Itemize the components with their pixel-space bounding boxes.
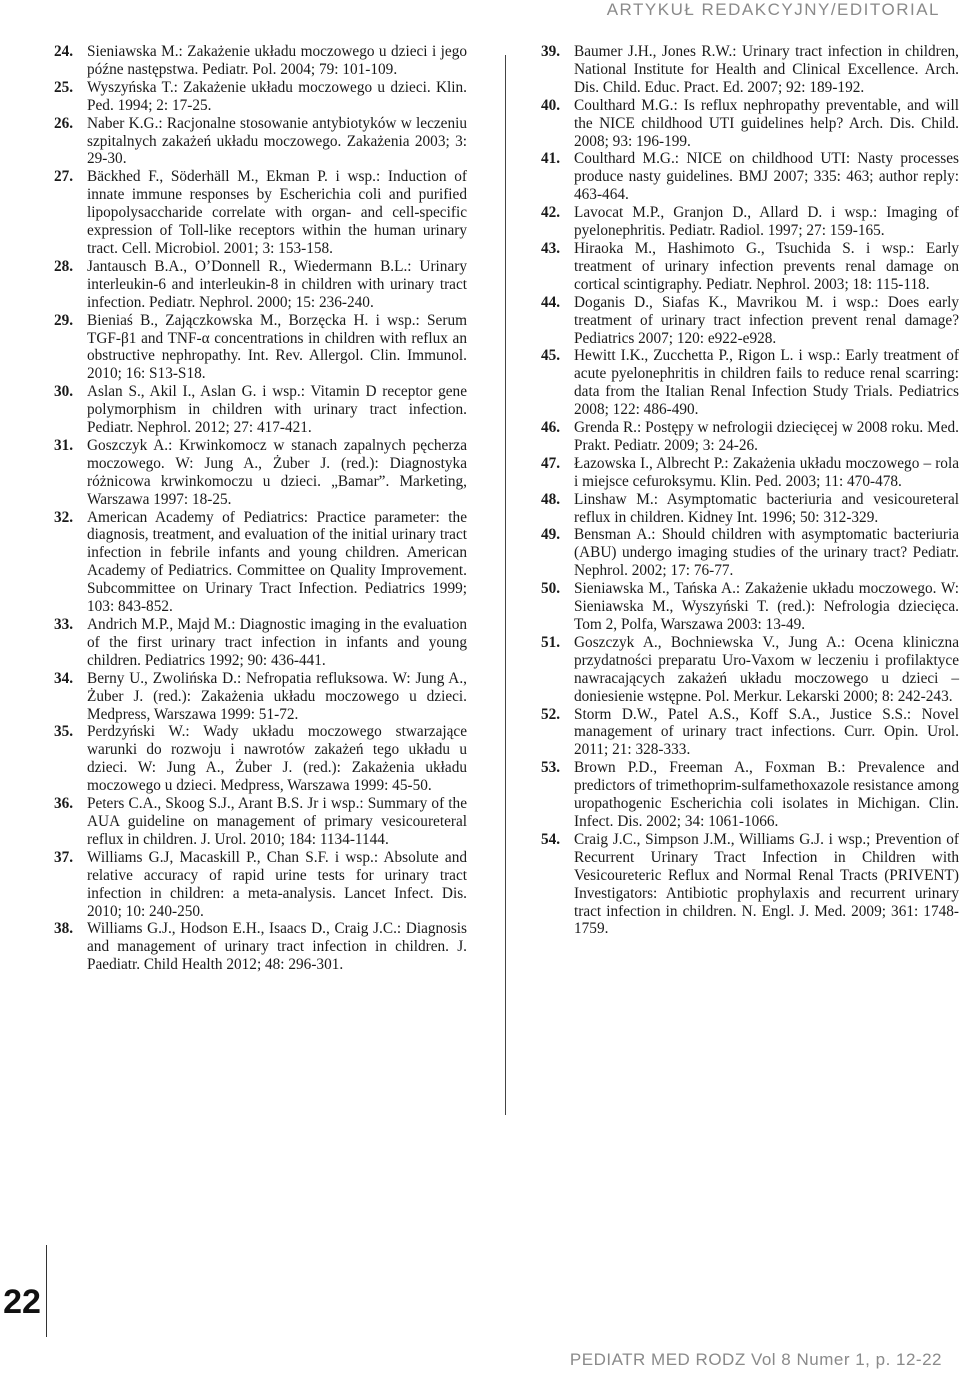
reference-number: 33. bbox=[54, 616, 74, 633]
reference-item bbox=[541, 204, 959, 240]
reference-number: 42. bbox=[541, 204, 561, 222]
reference-number: 43. bbox=[541, 239, 561, 257]
reference-number: 25. bbox=[54, 78, 74, 96]
references-column-right bbox=[541, 43, 959, 938]
reference-text: Jantausch B.A., O’Donnell R., Wiedermann B.L.: Urinary interleukin-6 and interleukin-8 in children with urinary tract infection. Pediatr. Nephrol. 2000; 15: 236-240. bbox=[87, 257, 467, 311]
reference-item bbox=[541, 347, 959, 419]
reference-number: 54. bbox=[541, 830, 561, 848]
reference-text: Berny U., Zwolińska D.: Nefropatia refluksowa. W: Jung A., Żuber J. (red.): Zakażenia układu moczowego u dzieci. Medpress, Warszawa 1999: 51-72. bbox=[87, 669, 467, 723]
reference-number: 40. bbox=[541, 96, 561, 114]
reference-item bbox=[541, 634, 959, 706]
reference-item bbox=[54, 795, 467, 849]
reference-text: American Academy of Pediatrics: Practice parameter: the diagnosis, treatment, and evaluation of the initial urinary tract infection in febrile infants and young children. American Academy of Pediatrics. Committee on Quality Improvement. Subcommittee on Urinary Tract Infection. Pediatrics 1999; 103: 843-852. bbox=[87, 508, 467, 616]
column-divider bbox=[505, 55, 506, 1115]
reference-item bbox=[54, 509, 467, 616]
reference-text: Doganis D., Siafas K., Mavrikou M. i wsp.: Does early treatment of urinary tract infection prevent renal damage? Pediatrics 2007; 120: e922-e928. bbox=[574, 293, 959, 347]
reference-number: 30. bbox=[54, 383, 74, 401]
reference-item bbox=[54, 723, 467, 795]
page-number-rule bbox=[46, 1245, 47, 1337]
reference-text: Storm D.W., Patel A.S., Koff S.A., Justice S.S.: Novel management of urinary tract infections. Curr. Opin. Urol. 2011; 21: 328-333. bbox=[574, 705, 959, 759]
reference-item bbox=[54, 437, 467, 509]
reference-number: 26. bbox=[54, 114, 74, 132]
reference-text: Andrich M.P., Majd M.: Diagnostic imaging in the evaluation of the first urinary tract infection in infants and young children. Pediatrics 1992; 90: 436-441. bbox=[87, 616, 467, 669]
reference-text: Grenda R.: Postępy w nefrologii dziecięcej w 2008 roku. Med. Prakt. Pediatr. 2009; 3: 24-26. bbox=[574, 419, 959, 454]
reference-text: Bäckhed F., Söderhäll M., Ekman P. i wsp.: Induction of innate immune responses by Escherichia coli and purified lipopolysaccharide correlate with organ- and cell-specific expression of Toll-like receptors within the human urinary tract. Cell. Microbiol. 2001; 3: 153-158. bbox=[87, 168, 467, 257]
journal-citation: PEDIATR MED RODZ Vol 8 Numer 1, p. 12-22 bbox=[569, 1350, 942, 1369]
reference-number: 48. bbox=[541, 490, 561, 508]
reference-item bbox=[541, 97, 959, 151]
references-column-left bbox=[54, 43, 467, 974]
reference-text: Coulthard M.G.: Is reflux nephropathy preventable, and will the NICE childhood UTI guidelines help? Arch. Dis. Child. 2008; 93: 196-199. bbox=[574, 96, 959, 150]
reference-item bbox=[54, 258, 467, 312]
reference-item bbox=[54, 79, 467, 115]
reference-item bbox=[541, 580, 959, 634]
reference-text: Naber K.G.: Racjonalne stosowanie antybiotyków w leczeniu szpitalnych zakażeń układu moczowego. Zakażenia 2003; 3: 29-30. bbox=[87, 114, 467, 168]
reference-text: Lavocat M.P., Granjon D., Allard D. i wsp.: Imaging of pyelonephritis. Pediatr. Radiol. 1997; 27: 159-165. bbox=[574, 204, 959, 240]
reference-number: 51. bbox=[541, 633, 561, 651]
reference-number: 37. bbox=[54, 848, 74, 866]
reference-number: 39. bbox=[541, 43, 561, 60]
reference-text: Craig J.C., Simpson J.M., Williams G.J. i wsp.; Prevention of Recurrent Urinary Tract Infection in Children with Vesicoureteric Reflux and Normal Renal Tracts (PRIVENT) Investigators: Antibiotic prophylaxis and recurrent urinary tract infection in children. N. Engl. J. Med. 2009; 361: 1748-1759. bbox=[574, 830, 959, 938]
reference-number: 52. bbox=[541, 705, 561, 723]
page-number: 22 bbox=[3, 1283, 41, 1321]
reference-text: Wyszyńska T.: Zakażenie układu moczowego u dzieci. Klin. Ped. 1994; 2: 17-25. bbox=[87, 78, 467, 114]
reference-item bbox=[54, 670, 467, 724]
reference-text: Coulthard M.G.: NICE on childhood UTI: Nasty processes produce nasty guidelines. BMJ 2007; 335: 463; author reply: 463-464. bbox=[574, 150, 959, 204]
reference-item bbox=[541, 491, 959, 527]
reference-number: 24. bbox=[54, 43, 74, 60]
reference-text: Łazowska I., Albrecht P.: Zakażenia układu moczowego – rola i miejsce cefuroksymu. Klin. Ped. 2003; 11: 470-478. bbox=[574, 454, 959, 490]
reference-item bbox=[54, 849, 467, 921]
reference-number: 29. bbox=[54, 311, 74, 329]
reference-text: Bensman A.: Should children with asymptomatic bacteriuria (ABU) undergo imaging studies of the urinary tract? Pediatr. Nephrol. 2002; 17: 76-77. bbox=[574, 526, 959, 580]
reference-text: Sieniawska M., Tańska A.: Zakażenie układu moczowego. W: Sieniawska M., Wyszyński T. (red.): Nefrologia dziecięca. Tom 2, Polfa, Warszawa 2003: 13-49. bbox=[574, 580, 959, 633]
reference-number: 32. bbox=[54, 508, 74, 526]
reference-item bbox=[54, 383, 467, 437]
reference-number: 53. bbox=[541, 759, 561, 777]
reference-item bbox=[541, 759, 959, 831]
reference-number: 34. bbox=[54, 669, 74, 687]
reference-text: Williams G.J, Macaskill P., Chan S.F. i wsp.: Absolute and relative accuracy of rapid urine tests for urinary tract infection in children: a meta-analysis. Lancet Infect. Dis. 2010; 10: 240-250. bbox=[87, 848, 467, 920]
reference-number: 46. bbox=[541, 419, 561, 437]
reference-number: 50. bbox=[541, 580, 561, 598]
reference-item bbox=[54, 616, 467, 670]
reference-number: 35. bbox=[54, 723, 74, 741]
reference-number: 27. bbox=[54, 168, 74, 186]
reference-text: Peters C.A., Skoog S.J., Arant B.S. Jr i wsp.: Summary of the AUA guideline on management of primary vesicoureteral reflux in children. J. Urol. 2010; 184: 1134-1144. bbox=[87, 795, 467, 848]
reference-item bbox=[541, 294, 959, 348]
reference-item bbox=[541, 706, 959, 760]
reference-item bbox=[541, 150, 959, 204]
reference-number: 28. bbox=[54, 257, 74, 275]
reference-number: 41. bbox=[541, 150, 561, 168]
reference-number: 49. bbox=[541, 526, 561, 544]
reference-text: Linshaw M.: Asymptomatic bacteriuria and vesicoureteral reflux in children. Kidney Int. 1996; 50: 312-329. bbox=[574, 490, 959, 526]
reference-item bbox=[54, 115, 467, 169]
reference-text: Brown P.D., Freeman A., Foxman B.: Prevalence and predictors of trimethoprim-sulfamethoxazole resistance among uropathogenic Escherichia coli isolates in Michigan. Clin. Infect. Dis. 2002; 34: 1061-1066. bbox=[574, 759, 959, 830]
reference-item bbox=[54, 920, 467, 974]
reference-number: 36. bbox=[54, 795, 74, 813]
reference-text: Bieniaś B., Zajączkowska M., Borzęcka H. i wsp.: Serum TGF-β1 and TNF-α concentrations in children with reflux an obstructive nephropathy. Int. Rev. Allergol. Clin. Immunol. 2010; 16: S13-S18. bbox=[87, 311, 467, 383]
reference-item bbox=[541, 455, 959, 491]
reference-number: 44. bbox=[541, 293, 561, 311]
reference-text: Baumer J.H., Jones R.W.: Urinary tract infection in children, National Institute for Health and Clinical Excellence. Arch. Dis. Child. Educ. Pract. Ed. 2007; 92: 189-192. bbox=[574, 43, 959, 96]
reference-number: 45. bbox=[541, 347, 561, 365]
reference-text: Hewitt I.K., Zucchetta P., Rigon L. i wsp.: Early treatment of acute pyelonephritis in children fails to reduce renal scarring: data from the Italian Renal Infection Study Trials. Pediatrics 2008; 122: 486-490. bbox=[574, 347, 959, 419]
reference-text: Aslan S., Akil I., Aslan G. i wsp.: Vitamin D receptor gene polymorphism in children with urinary tract infection. Pediatr. Nephrol. 2012; 27: 417-421. bbox=[87, 383, 467, 437]
reference-text: Goszczyk A., Bochniewska V., Jung A.: Ocena kliniczna przydatności preparatu Uro-Vaxom w leczeniu i profilaktyce nawracających zakażeń układu moczowego u dzieci – doniesienie wstępne. Pol. Merkur. Lekarski 2000; 8: 242-243. bbox=[574, 633, 959, 705]
reference-text: Perdzyński W.: Wady układu moczowego stwarzające warunki do rozwoju i nawrotów zakażeń tego układu u dzieci. W: Jung A., Żuber J. (red.): Zakażenia układu moczowego u dzieci. Medpress, Warszawa 1999: 45-50. bbox=[87, 723, 467, 795]
reference-number: 47. bbox=[541, 454, 561, 472]
running-header: ARTYKUŁ REDAKCYJNY/EDITORIAL bbox=[606, 0, 940, 19]
reference-text: Williams G.J., Hodson E.H., Isaacs D., Craig J.C.: Diagnosis and management of urinary tract infection in children. J. Paediatr. Child Health 2012; 48: 296-301. bbox=[87, 920, 467, 974]
reference-text: Hiraoka M., Hashimoto G., Tsuchida S. i wsp.: Early treatment of urinary infection prevents renal damage on cortical scintigraphy. Pediatr. Nephrol. 2003; 18: 115-118. bbox=[574, 239, 959, 293]
reference-item bbox=[54, 43, 467, 79]
reference-item bbox=[541, 419, 959, 455]
reference-item bbox=[54, 312, 467, 384]
reference-item bbox=[54, 168, 467, 258]
reference-text: Sieniawska M.: Zakażenie układu moczowego u dzieci i jego późne następstwa. Pediatr. Pol. 2004; 79: 101-109. bbox=[87, 43, 467, 78]
reference-number: 31. bbox=[54, 436, 74, 454]
reference-text: Goszczyk A.: Krwinkomocz w stanach zapalnych pęcherza moczowego. W: Jung A., Żuber J. (red.): Diagnostyka różnicowa krwinkomoczu u dzieci. „Bamar”. Marketing, Warszawa 1997: 18-25. bbox=[87, 436, 467, 508]
reference-item bbox=[541, 526, 959, 580]
reference-item bbox=[541, 831, 959, 938]
reference-number: 38. bbox=[54, 920, 74, 938]
reference-item bbox=[541, 43, 959, 97]
reference-item bbox=[541, 240, 959, 294]
